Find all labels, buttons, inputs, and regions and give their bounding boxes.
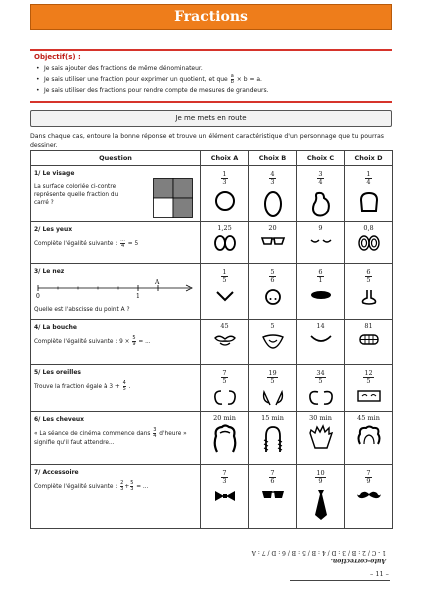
fraction <box>221 370 227 385</box>
question-title: 1/ Le visage <box>34 170 75 177</box>
square-face-icon <box>357 190 381 214</box>
fraction <box>123 381 126 392</box>
fraction <box>120 238 125 249</box>
choice-cell[interactable] <box>201 166 249 222</box>
question-cell <box>31 320 201 365</box>
fraction <box>132 336 135 347</box>
round-ears-icon <box>212 389 238 407</box>
question-title: 7/ Accessoire <box>34 469 79 476</box>
choice-cell[interactable] <box>297 166 345 222</box>
table-row <box>31 166 393 222</box>
fraction-denominator: 9 <box>318 477 323 485</box>
footer-divider <box>290 580 390 581</box>
fraction-denominator: 4 <box>366 178 371 186</box>
fraction <box>231 74 234 85</box>
mustache-icon <box>356 489 382 501</box>
fraction <box>365 269 371 284</box>
spiky-hair-icon <box>308 424 334 450</box>
question-text-part: . <box>128 384 131 390</box>
fraction <box>153 428 156 439</box>
fraction-numerator: 6 <box>366 268 371 276</box>
fraction-numerator: 12 <box>364 369 373 377</box>
fraction <box>269 269 275 284</box>
fraction-numerator: 5 <box>132 335 136 341</box>
objective-item <box>34 74 388 85</box>
fraction-denominator: 4 <box>120 243 125 249</box>
question-title: 2/ Les yeux <box>34 226 73 233</box>
fraction-denominator: 3 <box>222 178 227 186</box>
big-ears-icon <box>308 389 334 407</box>
choice-value: 15 min <box>261 414 284 422</box>
question-text: La surface coloriée ci-contre représente quelle fraction du carré ? <box>34 184 119 206</box>
question-cell <box>31 465 201 529</box>
objective-text: × b = a. <box>236 76 262 83</box>
teeth-mouth-icon <box>356 332 382 348</box>
fraction <box>365 171 371 186</box>
column-header: Question <box>31 151 201 166</box>
choice-cell[interactable] <box>201 320 249 365</box>
choice-cell[interactable] <box>201 465 249 529</box>
auto-correction <box>236 548 386 564</box>
instructions: Dans chaque cas, entoure la bonne réponse et trouve un élément caractéristique d'un personnage que tu pourras dessiner. <box>30 133 384 149</box>
fraction <box>269 171 275 186</box>
fraction-numerator: 7 <box>366 469 371 477</box>
choice-cell[interactable] <box>345 412 393 465</box>
fraction-numerator: 10 <box>316 469 325 477</box>
fraction-denominator: 3 <box>270 178 275 186</box>
fraction <box>363 370 373 385</box>
choice-value: 0,8 <box>363 224 374 232</box>
choice-cell[interactable] <box>201 264 249 320</box>
fraction <box>269 470 275 485</box>
square-figure <box>153 178 193 218</box>
choice-cell[interactable] <box>201 222 249 264</box>
fraction <box>221 269 227 284</box>
v-nose-icon <box>213 288 237 304</box>
choice-value: 14 <box>316 322 325 330</box>
question-title: 4/ La bouche <box>34 324 78 331</box>
question-title: 3/ Le nez <box>34 268 65 275</box>
fraction-denominator: 4 <box>318 178 323 186</box>
fraction-numerator: 4 <box>270 170 275 178</box>
axis-label-zero: 0 <box>36 293 40 300</box>
choice-cell[interactable] <box>249 222 297 264</box>
choice-value: 30 min <box>309 414 332 422</box>
table-row <box>31 264 393 320</box>
page-title: Fractions <box>174 9 248 25</box>
fraction-numerator: 3 <box>153 427 157 433</box>
fraction-denominator: 5 <box>122 386 126 392</box>
question-text-part: = ... <box>136 484 149 490</box>
fraction-numerator: 1 <box>366 170 371 178</box>
choice-cell[interactable] <box>297 412 345 465</box>
table-row <box>31 320 393 365</box>
fraction-denominator: 3 <box>120 486 124 492</box>
pointed-ears-icon <box>260 389 286 407</box>
choice-cell[interactable] <box>249 412 297 465</box>
question-title: 5/ Les oreilles <box>34 369 81 376</box>
fraction-denominator: 3 <box>222 477 227 485</box>
table-row <box>31 222 393 264</box>
choice-value: 20 min <box>213 414 236 422</box>
objectives-title: Objectif(s) : <box>34 53 81 61</box>
fraction-denominator: 5 <box>366 276 371 284</box>
fraction <box>130 481 133 492</box>
fraction-denominator: 5 <box>318 377 323 385</box>
question-text-part: Trouve la fraction égale à 3 + <box>34 384 120 390</box>
round-nose-icon <box>261 288 285 306</box>
choice-cell[interactable] <box>297 465 345 529</box>
objective-item: • Je sais ajouter des fractions de même dénominateur. <box>34 63 388 74</box>
question-text-part: = ... <box>138 339 151 345</box>
glasses-eyes-icon <box>260 234 286 250</box>
point-label: A <box>155 279 160 286</box>
fraction-numerator: 1 <box>222 268 227 276</box>
question-text-part: « La séance de cinéma commence dans <box>34 431 151 437</box>
choice-value: 45 min <box>357 414 380 422</box>
fraction <box>221 171 227 186</box>
fraction-denominator: 5 <box>222 276 227 284</box>
choice-value: 9 <box>318 224 323 232</box>
necktie-icon <box>309 489 333 521</box>
fraction-denominator: b <box>230 79 234 85</box>
fraction-denominator: 5 <box>222 377 227 385</box>
curly-hair-icon <box>212 424 238 454</box>
fraction <box>221 470 227 485</box>
auto-correction-answers: 1 - C / 2 : B / 3 : D / 4 : B / 5 : B / 6 : D / 7 : A <box>251 549 386 556</box>
question-text-part: Complète l'égalité suivante : 9 × <box>34 339 130 345</box>
choice-cell[interactable] <box>297 365 345 412</box>
square-ears-icon <box>356 389 382 403</box>
choice-value: 81 <box>364 322 373 330</box>
choice-cell[interactable] <box>345 166 393 222</box>
spiral-eyes-icon <box>356 234 382 252</box>
choice-value: 5 <box>270 322 275 330</box>
fraction-numerator: ... <box>120 237 125 243</box>
objective-item: • Je sais utiliser des fractions pour rendre compte de mesures de grandeurs. <box>34 85 388 96</box>
fraction-numerator: 2 <box>120 480 124 486</box>
choice-cell[interactable] <box>345 365 393 412</box>
table-header-row <box>31 151 393 166</box>
question-cell <box>31 264 201 320</box>
fraction-denominator: 5 <box>366 377 371 385</box>
question-text-part: Complète l'égalité suivante : <box>34 241 118 247</box>
fraction-denominator: 4 <box>153 433 157 439</box>
fraction <box>120 481 123 492</box>
oval-eyes-icon <box>212 234 238 252</box>
column-header: Choix A <box>201 151 249 166</box>
fraction-numerator: 5 <box>130 480 134 486</box>
fraction <box>267 370 277 385</box>
table-row <box>31 465 393 529</box>
fraction <box>315 370 325 385</box>
question-text <box>34 336 197 347</box>
choice-cell[interactable] <box>297 222 345 264</box>
question-title: 6/ Les cheveux <box>34 416 85 423</box>
objectives-box <box>30 49 392 103</box>
choice-value: 45 <box>220 322 229 330</box>
choice-cell[interactable] <box>249 264 297 320</box>
choice-cell[interactable] <box>345 465 393 529</box>
choice-cell[interactable] <box>297 264 345 320</box>
fraction <box>317 269 323 284</box>
pear-face-icon <box>309 190 333 218</box>
long-nose-icon <box>357 288 381 306</box>
question-text: Complète l'égalité suivante : $\frac{2}{3}$ + $\frac{5}{3}$ = ... <box>34 480 149 492</box>
bow-tie-icon <box>212 489 238 503</box>
question-text <box>34 428 197 447</box>
column-header: Choix C <box>297 151 345 166</box>
open-mouth-icon <box>260 332 286 350</box>
fraction-numerator: 1 <box>222 170 227 178</box>
question-text-part: = 5 <box>127 241 139 247</box>
page-number: – 11 – <box>370 570 389 578</box>
braids-hair-icon <box>260 424 286 454</box>
section-heading: Je me mets en route <box>30 110 392 127</box>
table-row <box>31 412 393 465</box>
choice-cell[interactable] <box>297 320 345 365</box>
flat-nose-icon <box>309 288 333 302</box>
fraction-numerator: 3 <box>318 170 323 178</box>
choice-cell[interactable] <box>249 365 297 412</box>
sunglasses-icon <box>260 489 286 501</box>
number-line <box>34 278 196 300</box>
column-header: Choix D <box>345 151 393 166</box>
question-cell <box>31 166 201 222</box>
fraction-numerator: 7 <box>222 369 227 377</box>
choice-value: 1,25 <box>217 224 232 232</box>
choice-cell[interactable] <box>249 166 297 222</box>
choice-cell[interactable] <box>345 264 393 320</box>
choice-cell[interactable] <box>345 222 393 264</box>
oval-face-icon <box>261 190 285 218</box>
fraction <box>365 470 371 485</box>
fraction-numerator: 19 <box>268 369 277 377</box>
fraction-denominator: 6 <box>270 477 275 485</box>
choice-cell[interactable] <box>345 320 393 365</box>
fraction-numerator: 6 <box>318 268 323 276</box>
table-row <box>31 365 393 412</box>
choice-cell[interactable] <box>249 465 297 529</box>
question-text-part: d'heure » signifie qu'il faut attendre… <box>34 431 187 446</box>
fraction-denominator: 1 <box>318 276 323 284</box>
choice-cell[interactable] <box>249 320 297 365</box>
fraction <box>315 470 325 485</box>
question-text <box>34 381 197 392</box>
smile-mouth-icon <box>308 332 334 346</box>
choice-cell[interactable] <box>201 365 249 412</box>
fraction-numerator: 5 <box>270 268 275 276</box>
fraction-denominator: 6 <box>270 276 275 284</box>
fraction-numerator: a <box>230 73 234 79</box>
page-title-banner <box>30 4 392 30</box>
column-header: Choix B <box>249 151 297 166</box>
fraction-numerator: 7 <box>222 469 227 477</box>
fraction-numerator: 34 <box>316 369 325 377</box>
choice-value: 20 <box>268 224 277 232</box>
fraction-numerator: 4 <box>122 380 126 386</box>
question-text: Quelle est l'abscisse du point A ? <box>34 307 130 313</box>
question-cell <box>31 222 201 264</box>
fluffy-hair-icon <box>356 424 382 448</box>
objective-text: Je sais utiliser une fraction pour exprimer un quotient, et que <box>44 76 228 83</box>
fraction <box>317 171 323 186</box>
choice-cell[interactable] <box>201 412 249 465</box>
fraction-denominator: 5 <box>270 377 275 385</box>
mustache-mouth-icon <box>212 332 238 348</box>
question-text <box>34 238 197 249</box>
closed-eyes-icon <box>308 234 334 248</box>
question-text-part: Complète l'égalité suivante : <box>34 484 118 490</box>
auto-correction-title: Auto-correction. <box>330 557 386 564</box>
fraction-denominator: 3 <box>130 486 134 492</box>
fraction-denominator: 9 <box>366 477 371 485</box>
question-cell <box>31 365 201 412</box>
fraction-numerator: 7 <box>270 469 275 477</box>
question-cell <box>31 412 201 465</box>
round-face-icon <box>213 190 237 212</box>
fraction-denominator: 9 <box>132 341 136 347</box>
axis-label-one: 1 <box>136 293 140 300</box>
quiz-table <box>30 150 393 529</box>
